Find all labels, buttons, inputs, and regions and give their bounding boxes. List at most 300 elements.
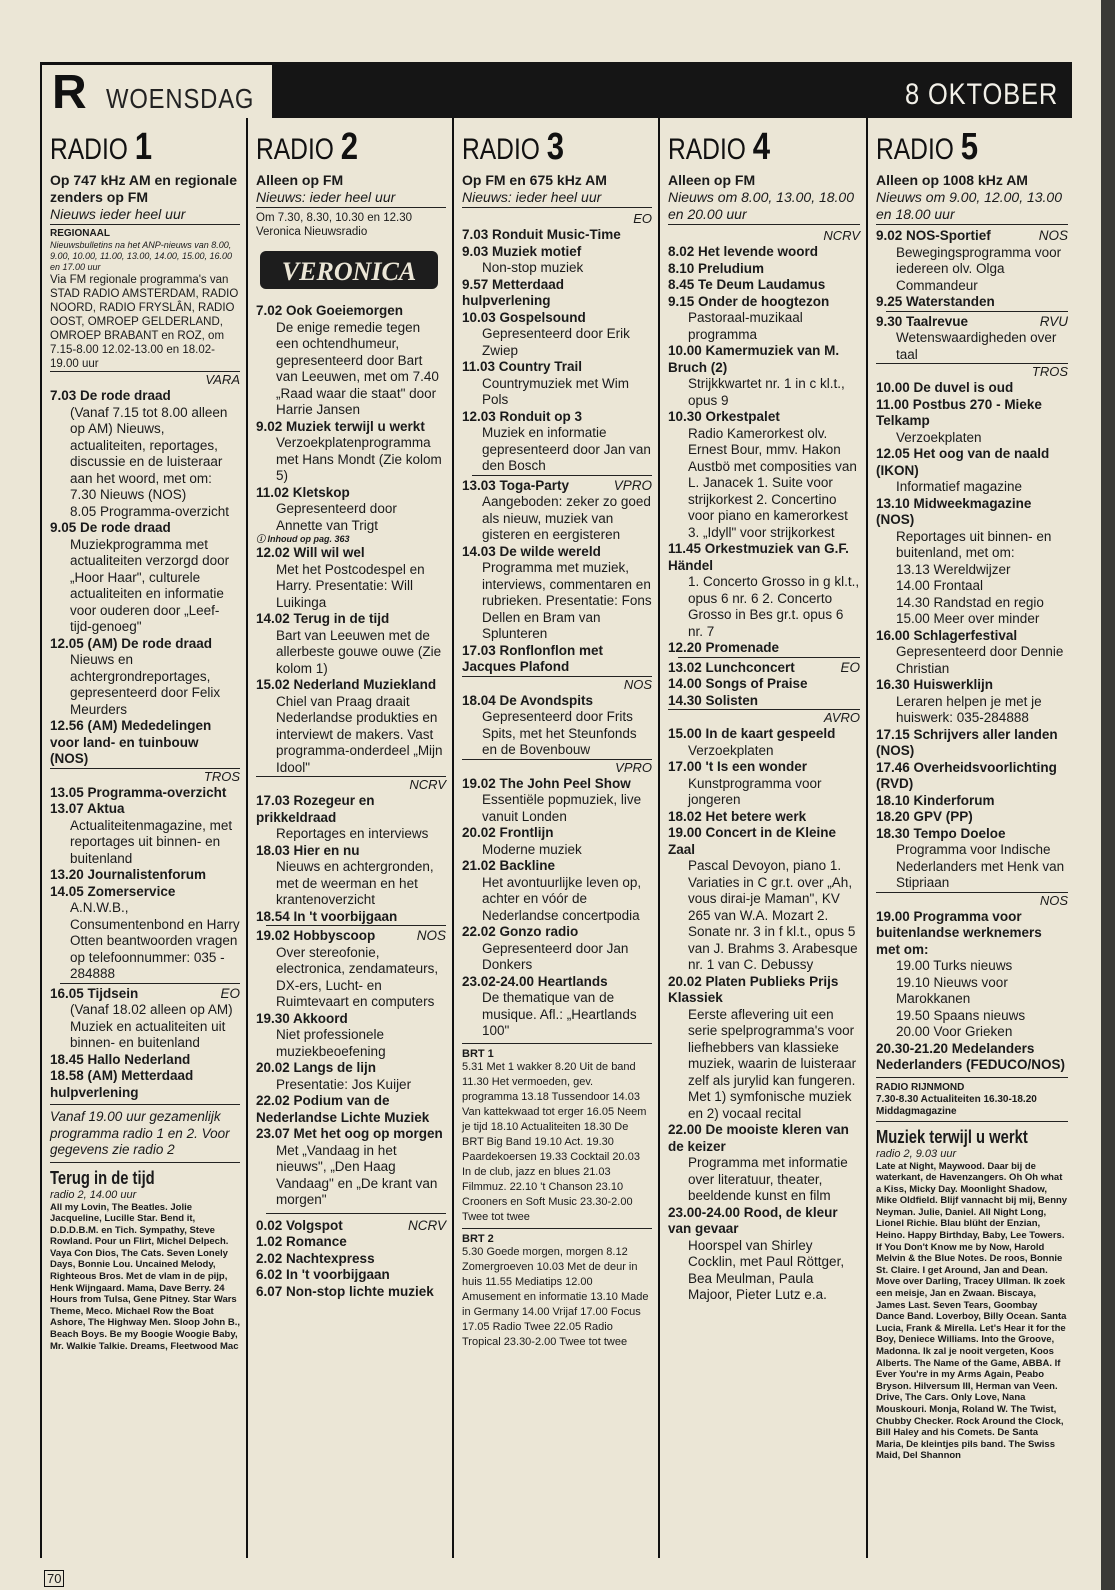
program-description: Verzoekplaten — [896, 429, 982, 445]
program-description: 19.00 Turks nieuws — [896, 958, 1013, 973]
program-title: 18.58 (AM) Metterdaad hulpverlening — [50, 1068, 194, 1100]
page-number: 70 — [44, 1570, 64, 1587]
program-description: De enige remedie tegen een ochtendhumeur, gepresenteerd door Bart van Leeuwen, met om 7.40 „Raad waar die staat" door Harrie Jansen — [276, 319, 439, 417]
program-item — [256, 484, 446, 535]
program-title: 9.02 Muziek terwijl u werkt — [256, 418, 425, 434]
program-description: 7.30 Nieuws (NOS) — [70, 487, 187, 502]
program-title: 18.20 GPV (PP) — [876, 809, 973, 824]
station-title — [462, 122, 618, 172]
program-item — [668, 541, 860, 640]
program-description: Gepresenteerd door Annette van Trigt — [276, 501, 397, 533]
program-description: Reportages en interviews — [276, 826, 429, 841]
program-title: 23.07 Met het oog op morgen — [256, 1126, 443, 1141]
news-schedule: Nieuws: ieder heel uur — [256, 189, 446, 208]
program-description: Gepresenteerd door Jan Donkers — [482, 940, 629, 972]
frequency: Op FM en 675 kHz AM — [462, 172, 607, 188]
program-description: Gepresenteerd door Erik Zwiep — [482, 326, 630, 358]
station-number: 2 — [340, 126, 359, 168]
program-item — [462, 543, 652, 643]
program-title: 9.03 Muziek motief — [462, 243, 582, 259]
program-description: 19.10 Nieuws voor Marokkanen — [896, 974, 1008, 1006]
program-list — [462, 776, 652, 1040]
program-item — [668, 1204, 860, 1304]
program-title: 9.15 Onder de hoogtezon — [668, 293, 830, 309]
program-item — [876, 1040, 1068, 1074]
brt2-title: BRT 2 — [462, 1232, 494, 1245]
feature-box — [50, 1162, 240, 1353]
program-title: 18.10 Kinderforum — [876, 792, 995, 808]
program-title: 7.02 Ook Goeiemorgen — [256, 303, 404, 318]
program-title: 19.00 Programma voor buitenlandse werknemers met om: — [876, 908, 1042, 957]
program-item — [256, 908, 446, 926]
program-list — [462, 693, 652, 759]
program-description: Presentatie: Jos Kuijer — [276, 1076, 412, 1092]
program-title: 17.00 't Is een wonder — [668, 759, 808, 774]
page-reference — [256, 534, 446, 545]
program-title: 14.02 Terug in de tijd — [256, 611, 390, 626]
program-title: 16.00 Schlagerfestival — [876, 627, 1018, 643]
program-title: 9.02 NOS-Sportief — [876, 228, 991, 243]
program-item — [256, 1060, 446, 1093]
program-description: Chiel van Praag draait Nederlandse produkties en interviewt de makers. Vast programma-onderdeel „Mijn Idool" — [276, 693, 443, 775]
program-description: Met „Vandaag in het nieuws", „Den Haag Vandaag" en „De krant van morgen" — [276, 1142, 438, 1207]
program-item — [462, 973, 652, 1040]
program-title: 13.02 Lunchconcert — [668, 659, 795, 675]
program-item — [462, 692, 652, 759]
program-title: 12.20 Promenade — [668, 640, 780, 655]
program-item — [668, 726, 860, 759]
station-title — [668, 122, 825, 172]
program-title: 9.57 Metterdaad hulpverlening — [462, 276, 565, 308]
program-title: 10.00 Kamermuziek van M. Bruch (2) — [668, 343, 840, 375]
program-item — [462, 276, 652, 310]
program-title: 12.05 Het oog van de naald (IKON) — [876, 446, 1050, 478]
program-item — [876, 311, 1068, 364]
program-title: 13.20 Journalistenforum — [50, 867, 207, 882]
program-title: 14.03 De wilde wereld — [462, 543, 601, 559]
program-item — [886, 975, 1068, 1008]
program-title: 17.03 Ronflonflon met Jacques Plafond — [462, 642, 604, 674]
broadcaster-label: RVU — [1039, 313, 1068, 329]
program-title: 14.30 Solisten — [668, 692, 759, 708]
program-title: 14.05 Zomerservice — [50, 883, 176, 899]
program-title: 12.56 (AM) Mededelingen voor land- en tuinbouw (NOS) — [50, 718, 212, 766]
program-description: Leraren helpen je met je huiswerk: 035-284888 — [896, 693, 1042, 725]
program-item — [50, 784, 240, 802]
program-item — [886, 958, 1068, 975]
brt2-box — [462, 1228, 652, 1350]
program-item — [462, 309, 652, 360]
joint-programme-note: Vanaf 19.00 uur gezamenlijk programma radio 1 en 2. Voor gegevens zie radio 2 — [50, 1104, 240, 1159]
broadcaster-label: VPRO — [613, 477, 652, 493]
program-item — [256, 611, 446, 677]
program-item — [256, 1126, 446, 1209]
program-description: Wetenswaardigheden over taal — [896, 330, 1057, 362]
program-title: 18.04 De Avondspits — [462, 692, 594, 708]
program-item — [462, 227, 652, 244]
program-item — [876, 396, 1068, 447]
program-item — [256, 418, 446, 485]
program-item — [256, 1234, 446, 1251]
program-item — [50, 867, 240, 884]
program-title: 18.45 Hallo Nederland — [50, 1051, 191, 1067]
program-title: 9.05 De rode draad — [50, 520, 171, 535]
station-title — [256, 122, 412, 172]
program-item — [876, 380, 1068, 397]
program-item — [668, 676, 860, 693]
rijnmond-schedule: 7.30-8.30 Actualiteiten 16.30-18.20 Middagmagazine — [876, 1093, 1037, 1117]
date-label: 8 OKTOBER — [904, 78, 1058, 111]
program-list — [462, 227, 652, 475]
program-list — [256, 793, 446, 925]
program-item — [256, 677, 446, 776]
broadcaster-label: NOS — [1038, 228, 1068, 243]
program-title: 19.02 Hobbyscoop — [256, 928, 376, 943]
news-schedule: Nieuws: ieder heel uur — [462, 189, 652, 208]
program-item — [462, 924, 652, 974]
program-item — [50, 883, 240, 983]
program-title: 15.02 Nederland Muziekland — [256, 677, 437, 692]
column-radio-3 — [454, 118, 660, 1558]
program-description: Strijkkwartet nr. 1 in c kl.t., opus 9 — [688, 376, 845, 408]
program-item — [886, 578, 1068, 595]
station-word: RADIO — [50, 133, 128, 166]
program-description: Verzoekplaten — [688, 742, 774, 758]
program-title: 23.02-24.00 Heartlands — [462, 973, 608, 989]
program-item — [256, 925, 446, 1011]
program-item — [256, 793, 446, 843]
broadcaster-label: NOS — [876, 892, 1068, 909]
program-title: 12.02 Will wil wel — [256, 545, 365, 560]
program-list — [876, 380, 1068, 892]
program-item — [50, 388, 240, 487]
program-item — [256, 1283, 446, 1301]
program-title: 17.46 Overheidsvoorlichting (RVD) — [876, 759, 1057, 791]
program-title: 10.03 Gospelsound — [462, 309, 586, 325]
program-title: 22.02 Podium van de Nederlandse Lichte Muziek — [256, 1093, 430, 1125]
program-item — [668, 244, 860, 261]
program-list — [256, 545, 446, 776]
program-description: Kunstprogramma voor jongeren — [688, 775, 822, 807]
program-title: 1.02 Romance — [256, 1234, 347, 1249]
program-list — [256, 1234, 446, 1300]
day-label: WOENSDAG — [106, 83, 255, 114]
broadcaster-label: NCRV — [407, 1217, 446, 1233]
program-list — [668, 726, 860, 1304]
program-description: 14.00 Frontaal — [896, 578, 984, 593]
program-description: Programma met muziek, interviews, commentaren en rubrieken. Presentatie: Fons Dellen en Bram van Splunteren — [482, 560, 652, 641]
program-item — [668, 1122, 860, 1205]
program-description: A.N.W.B., Consumentenbond en Harry Otten beantwoorden vragen op telefoonnummer: 035 - 284888 — [70, 900, 240, 981]
program-title: 13.03 Toga-Party — [462, 477, 570, 493]
program-description: Het avontuurlijke leven op, achter en vóór de Nederlandse concertpodia — [482, 874, 642, 923]
program-title: 10.00 De duvel is oud — [876, 380, 1014, 395]
program-item — [668, 277, 860, 294]
regionaal-title: REGIONAAL — [50, 228, 110, 239]
program-item — [668, 293, 860, 344]
program-item — [256, 1267, 446, 1284]
program-description: Radio Kamerorkest olv. Ernest Bour, mmv. Hakon Austbö met composities van L. Janacek 1. Suite voor strijkorkest 2. Concertino voor piano en kamerorkest 3. „Idyll" voor strijkorkest — [688, 425, 857, 540]
program-title: 0.02 Volgspot — [256, 1217, 343, 1233]
station-title — [876, 122, 1033, 172]
broadcaster-label: NOS — [462, 676, 652, 693]
program-description: Met het Postcodespel en Harry. Presentatie: Will Luikinga — [276, 561, 425, 610]
program-item — [60, 487, 240, 504]
section-letter: R — [52, 66, 85, 119]
station-word: RADIO — [462, 133, 540, 166]
feature-title: Muziek terwijl u werkt — [876, 1126, 1028, 1147]
program-description: Gepresenteerd door Dennie Christian — [896, 644, 1064, 676]
program-item — [876, 446, 1068, 496]
program-title: 18.30 Tempo Doeloe — [876, 825, 1006, 841]
station-word: RADIO — [256, 133, 334, 166]
program-description: De thematique van de musique. Afl.: „Heartlands 100" — [482, 990, 637, 1038]
brt1-box — [462, 1043, 652, 1225]
program-list — [668, 676, 860, 709]
station-word: RADIO — [876, 133, 954, 166]
program-description: Programma met informatie over literatuur, theater, beeldende kunst en film — [688, 1155, 848, 1203]
program-description: 13.13 Wereldwijzer — [896, 561, 1011, 577]
station-word: RADIO — [668, 133, 746, 166]
station-number: 4 — [752, 126, 771, 168]
program-list — [876, 909, 1068, 1074]
program-description: 20.00 Voor Grieken — [896, 1024, 1013, 1039]
program-title: 19.02 The John Peel Show — [462, 775, 631, 791]
program-title: 13.07 Aktua — [50, 801, 125, 816]
program-title: 11.00 Postbus 270 - Mieke Telkamp — [876, 396, 1042, 428]
program-title: 21.02 Backline — [462, 858, 556, 873]
program-description: Reportages uit binnen- en buitenland, met om: — [896, 528, 1052, 560]
program-list — [50, 785, 240, 983]
program-title: 17.03 Rozegeur en prikkeldraad — [256, 793, 375, 825]
program-title: 9.30 Taalrevue — [876, 313, 969, 329]
frequency: Op 747 kHz AM en regionale zenders op FM — [50, 172, 237, 205]
veronica-logo — [258, 247, 440, 293]
page-binding-edge — [1101, 0, 1115, 1590]
feature-text: Late at Night, Maywood. Daar bij de waterkant, de Havenzangers. Oh Oh what a Kiss, Micky Day. Moonlight Shadow, Mike Oldfield. Blijf vannacht bij mij, Benny Neyman. Julie, Daniel. All Night Long, Lionel Richie. Blau blüht der Enzian, Heino. Happy Birthday, Baby, Lee Towers. If You Don't Know me by Now, Harold Melvin & the Blue Notes. De roos, Bonnie St. Claire. I get Around, Jan and Dean. Move over Darling, Tracey Ullman. Ik zoek een meisje, Jan en Zwaan. Biscaya, James Last. Seven Tears, Goombay Dance Band. Loverboy, Billy Ocean. Santa Lucia, Frank & Mirella. Let's Hear it for the Boy, Deniece Williams. Into the Groove, Madonna. Ik zal je nooit vergeten, Koos Alberts. The Name of the Game, ABBA. If Ever You're in my Arms Again, Peabo Bryson. Hilversum III, Herman van Veen. Drive, The Cars. Only Love, Nana Mouskouri. Monja, Roland W. The Twist, Chubby Checker. Rock Around the Clock, Bill Haley and his Comets. De Santa Maria, De kleintjes pils band. The Swiss Maid, Del Shannon — [876, 1160, 1068, 1462]
program-item — [256, 842, 446, 909]
program-item — [876, 495, 1068, 562]
program-item — [462, 243, 652, 277]
program-title: 18.02 Het betere werk — [668, 808, 807, 824]
program-item — [886, 595, 1068, 612]
broadcaster-label: VARA — [50, 371, 240, 388]
program-item — [668, 409, 860, 541]
program-description: Pastoraal-muzikaal programma — [688, 310, 803, 342]
program-description: 19.50 Spaans nieuws — [896, 1007, 1026, 1023]
program-item — [462, 825, 652, 858]
program-description: Verzoekplatenprogramma met Hans Mondt (Zie kolom 5) — [276, 435, 442, 483]
program-item — [256, 303, 446, 419]
program-title: 13.10 Midweekmagazine (NOS) — [876, 495, 1032, 527]
program-title: 7.03 Ronduit Music-Time — [462, 227, 621, 242]
column-radio-4 — [660, 118, 868, 1558]
program-description: 1. Concerto Grosso in g kl.t., opus 6 nr. 6 2. Concerto Grosso in Bes gr.t. opus 6 nr. 7 — [688, 574, 860, 639]
regionaal-text: Via FM regionale programma's van STAD RADIO AMSTERDAM, RADIO NOORD, RADIO FRYSLÂN, RADIO OOST, OMROEP GELDERLAND, OMROEP BRABANT en ROZ, om 7.15-8.00 12.02-13.00 en 18.02-19.00 uur — [50, 274, 239, 370]
column-radio-2 — [248, 118, 454, 1558]
program-description: (Vanaf 18.02 alleen op AM) Muziek en actualiteiten uit binnen- en buitenland — [70, 1002, 233, 1050]
program-description: Aangeboden: zeker zo goed als nieuw, muziek van gisteren en eergisteren — [482, 494, 651, 542]
program-title: 22.00 De mooiste kleren van de keizer — [668, 1122, 849, 1154]
logo-text: VERONICA — [281, 257, 417, 286]
program-title: 19.00 Concert in de Kleine Zaal — [668, 825, 837, 857]
program-title: 12.05 (AM) De rode draad — [50, 635, 213, 651]
program-title: 6.07 Non-stop lichte muziek — [256, 1283, 434, 1299]
program-item — [256, 545, 446, 611]
program-title: 19.30 Akkoord — [256, 1010, 348, 1026]
frequency: Alleen op FM — [256, 172, 344, 188]
broadcaster-label: AVRO — [668, 709, 860, 726]
program-list — [256, 1011, 446, 1209]
program-title: 13.05 Programma-overzicht — [50, 784, 227, 800]
rijnmond-box — [876, 1077, 1068, 1118]
program-item — [668, 343, 860, 409]
program-description: Informatief magazine — [896, 479, 1023, 494]
program-list — [50, 1052, 240, 1102]
program-item — [668, 692, 860, 710]
program-item — [462, 642, 652, 676]
program-title: 8.10 Preludium — [668, 260, 765, 276]
program-title: 11.45 Orkestmuziek van G.F. Händel — [668, 541, 849, 573]
station-title — [50, 122, 206, 172]
program-description: Bart van Leeuwen met de allerbeste gouwe ouwe (Zie kolom 1) — [276, 627, 442, 676]
program-description: Nieuws en achtergrondreportages, gepresenteerd door Felix Meurders — [70, 652, 221, 717]
program-list — [462, 544, 652, 676]
program-list — [668, 244, 860, 657]
program-item — [668, 260, 860, 278]
page-reference-text: Inhoud op pag. 363 — [267, 534, 350, 544]
brt1-title: BRT 1 — [462, 1047, 494, 1060]
program-description: Pascal Devoyon, piano 1. Variaties in C gr.t. over „Ah, vous dirai-je Maman", KV 265 van W.A. Mozart 2. Sonate nr. 3 in f kl.t., opus 5 van J. Brahms 3. Arabesque nr. 1 van C. Debussy — [688, 858, 858, 972]
program-title: 16.05 Tijdsein — [50, 985, 139, 1001]
feature-subtitle: radio 2, 9.03 uur — [876, 1147, 957, 1160]
program-item — [50, 801, 240, 867]
program-title: 22.02 Gonzo radio — [462, 924, 579, 939]
program-item — [876, 228, 1068, 294]
header-bar — [272, 62, 1072, 118]
program-description: Essentiële popmuziek, live vanuit Londen — [482, 792, 642, 824]
program-list — [50, 388, 240, 768]
program-title: 9.25 Waterstanden — [876, 294, 995, 309]
program-description: Actualiteitenmagazine, met reportages uit binnen- en buitenland — [70, 817, 233, 866]
info-icon: ⓘ — [256, 534, 268, 544]
program-list — [876, 294, 1068, 311]
feature-title: Terug in de tijd — [50, 1167, 155, 1188]
program-item — [50, 635, 240, 719]
feature-text: All my Lovin, The Beatles. Jolie Jacqueline, Lucille Star. Bend it, D.D.D.B.M. en Tich. Sympathy, Steve Rowland. Pour un Flirt, Michel Delpech. Vaya Con Dios, The Cats. Seven Lonely Days, Bonnie Lou. Uncained Melody, Righteous Bros. Met de vlam in de pijp, Henk Wijngaard. Mama, Dave Berry. 24 Hours from Tulsa, Gene Pitney. Star Wars Theme, Meco. Michael Row the Boat Ashore, The Highway Men. Sloop John B., Beach Boys. Be my Boogie Woogie Baby, Mr. Walkie Talkie. Dreams, Fleetwood Mac — [50, 1201, 241, 1352]
program-title: 8.02 Het levende woord — [668, 244, 819, 259]
program-item — [668, 640, 860, 657]
program-description: 14.30 Randstad en regio — [896, 594, 1044, 610]
program-item — [668, 973, 860, 1123]
program-item — [876, 294, 1068, 311]
program-title: 11.03 Country Trail — [462, 359, 583, 374]
program-item — [876, 792, 1068, 810]
program-item — [50, 1051, 240, 1069]
program-title: 8.45 Te Deum Laudamus — [668, 277, 826, 292]
column-radio-5 — [868, 118, 1074, 1558]
rijnmond-title: RADIO RIJNMOND — [876, 1081, 965, 1093]
frequency: Alleen op FM — [668, 172, 756, 188]
frequency: Alleen op 1008 kHz AM — [876, 172, 1028, 188]
program-description: Moderne muziek — [482, 841, 582, 857]
program-item — [50, 1068, 240, 1101]
broadcaster-label: TROS — [50, 768, 240, 785]
program-description: Muziek en informatie gepresenteerd door Jan van den Bosch — [482, 425, 651, 473]
program-title: 10.30 Orkestpalet — [668, 409, 780, 424]
program-item — [50, 983, 240, 1052]
program-title: 2.02 Nachtexpress — [256, 1250, 375, 1266]
program-item — [876, 677, 1068, 727]
program-item — [462, 775, 652, 826]
brt1-schedule: 5.31 Met 1 wakker 8.20 Uit de band 11.30 Het vermoeden, gev. programma 13.18 Tussendoor 14.03 Van kattekwaad tot erger 16.05 Neem je tijd 18.10 Actualiteiten 18.30 De BRT Big Band 19.10 Act. 19.30 Paardekoersen 19.33 Cocktail 20.03 In de club, jazz en blues 21.03 Filmmuz. 22.10 't Chanson 23.10 Crooners en Soft Music 23.30-2.00 Twee tot twee — [462, 1060, 647, 1223]
veronica-news-times: Om 7.30, 8.30, 10.30 en 12.30 Veronica Nieuwsradio — [256, 212, 413, 238]
program-title: 20.30-21.20 Medelanders Nederlanders (FEDUCO/NOS) — [876, 1040, 1066, 1072]
feature-box — [876, 1121, 1068, 1462]
broadcaster-label: TROS — [876, 363, 1068, 380]
program-item — [60, 504, 240, 521]
broadcaster-label: NCRV — [256, 776, 446, 793]
program-title: 18.54 In 't voorbijgaan — [256, 908, 398, 924]
program-item — [462, 359, 652, 409]
program-title: 6.02 In 't voorbijgaan — [256, 1267, 390, 1282]
broadcaster-label: EO — [220, 985, 240, 1001]
program-title: 17.15 Schrijvers aller landen (NOS) — [876, 726, 1058, 758]
program-item — [876, 759, 1068, 793]
feature-subtitle: radio 2, 14.00 uur — [50, 1188, 137, 1201]
program-title: 11.02 Kletskop — [256, 484, 350, 500]
program-title: 15.00 In de kaart gespeeld — [668, 726, 836, 741]
program-title: 16.30 Huiswerklijn — [876, 677, 994, 692]
program-title: 18.03 Hier en nu — [256, 842, 360, 858]
program-title: 23.00-24.00 Rood, de kleur van gevaar — [668, 1204, 838, 1236]
program-description: 8.05 Programma-overzicht — [70, 503, 230, 519]
header-left — [40, 62, 272, 118]
program-item — [668, 825, 860, 974]
program-description: Eerste aflevering uit een serie spelprogramma's voor liefhebbers van klassieke muziek, waarin de luisteraar zelf als jurylid kan fungeren. Met 1) symfonische muziek en 2) vocaal recital — [688, 1006, 857, 1121]
program-item — [668, 657, 860, 677]
program-item — [668, 759, 860, 809]
station-number: 3 — [546, 126, 565, 168]
program-description: Gepresenteerd door Frits Spits, met het Steunfonds en de Bovenbouw — [482, 709, 637, 757]
news-schedule: Nieuws om 9.00, 12.00, 13.00 en 18.00 uur — [876, 189, 1068, 225]
program-list — [256, 303, 446, 534]
program-title: 20.02 Platen Publieks Prijs Klassiek — [668, 973, 839, 1005]
program-item — [462, 475, 652, 544]
program-item — [876, 809, 1068, 826]
program-item — [50, 718, 240, 768]
page-header — [40, 62, 1072, 118]
program-description: Non-stop muziek — [482, 260, 584, 275]
program-item — [256, 1093, 446, 1126]
program-title: 14.00 Songs of Praise — [668, 676, 808, 691]
program-description: Programma voor Indische Nederlanders met Henk van Stipriaan — [896, 842, 1065, 890]
program-item — [876, 825, 1068, 892]
station-number: 1 — [134, 126, 153, 168]
program-item — [668, 808, 860, 826]
program-item — [876, 726, 1068, 760]
program-description: 15.00 Meer over minder — [896, 611, 1040, 626]
program-description: Niet professionele muziekbeoefening — [276, 1027, 386, 1059]
program-description: Over stereofonie, electronica, zendamateurs, DX-ers, Lucht- en Ruimtevaart en computers — [276, 944, 439, 1009]
program-item — [462, 408, 652, 475]
program-description: Nieuws en achtergronden, met de weerman en het krantenoverzicht — [276, 859, 434, 907]
broadcaster-label: EO — [633, 211, 652, 226]
program-description: Bewegingsprogramma voor iedereen olv. Olga Commandeur — [896, 244, 1062, 293]
broadcaster-label: NOS — [416, 928, 446, 943]
program-item — [886, 611, 1068, 628]
program-item — [886, 1008, 1068, 1025]
